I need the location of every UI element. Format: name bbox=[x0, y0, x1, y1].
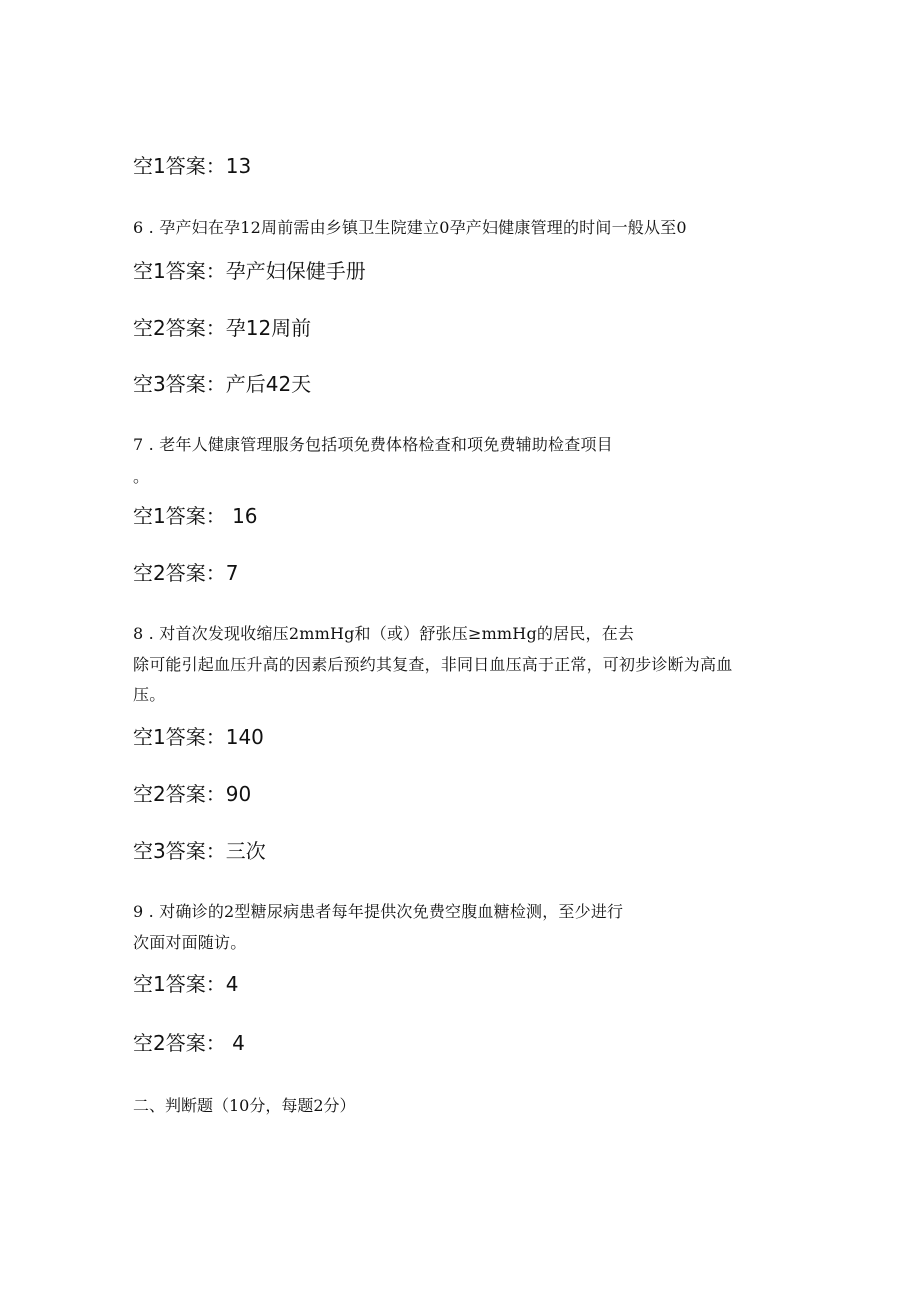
question-line: 8 . 对首次发现收缩压2mmHg和（或）舒张压≥mmHg的居民，在去 bbox=[133, 624, 635, 643]
question-line: 7 . 老年人健康管理服务包括项免费体格检查和项免费辅助检查项目 bbox=[133, 435, 613, 454]
answer-line: 空3答案：产后42天 bbox=[133, 372, 312, 396]
answer-line: 空1答案：4 bbox=[133, 972, 239, 996]
answer-line: 空2答案：孕12周前 bbox=[133, 316, 312, 340]
question-line: 6 . 孕产妇在孕12周前需由乡镇卫生院建立0孕产妇健康管理的时间一般从至0 bbox=[133, 218, 687, 237]
answer-line: 空1答案：13 bbox=[133, 154, 252, 178]
answer-line: 空2答案：90 bbox=[133, 782, 252, 806]
question-line: 9 . 对确诊的2型糖尿病患者每年提供次免费空腹血糖检测，至少进行 bbox=[133, 902, 624, 921]
question-line: 。 bbox=[133, 467, 150, 486]
answer-line: 空3答案：三次 bbox=[133, 839, 266, 863]
answer-line: 空1答案：140 bbox=[133, 725, 264, 749]
question-line: 压。 bbox=[133, 685, 166, 704]
question-line: 次面对面随访。 bbox=[133, 933, 247, 952]
answer-line: 空1答案：孕产妇保健手册 bbox=[133, 259, 366, 283]
answer-line: 空2答案： 4 bbox=[133, 1031, 245, 1055]
question-line: 除可能引起血压升高的因素后预约其复查，非同日血压高于正常，可初步诊断为高血 bbox=[133, 655, 733, 674]
answer-line: 空2答案：7 bbox=[133, 561, 239, 585]
answer-line: 空1答案： 16 bbox=[133, 504, 258, 528]
section-heading: 二、判断题（10分，每题2分） bbox=[133, 1096, 356, 1115]
